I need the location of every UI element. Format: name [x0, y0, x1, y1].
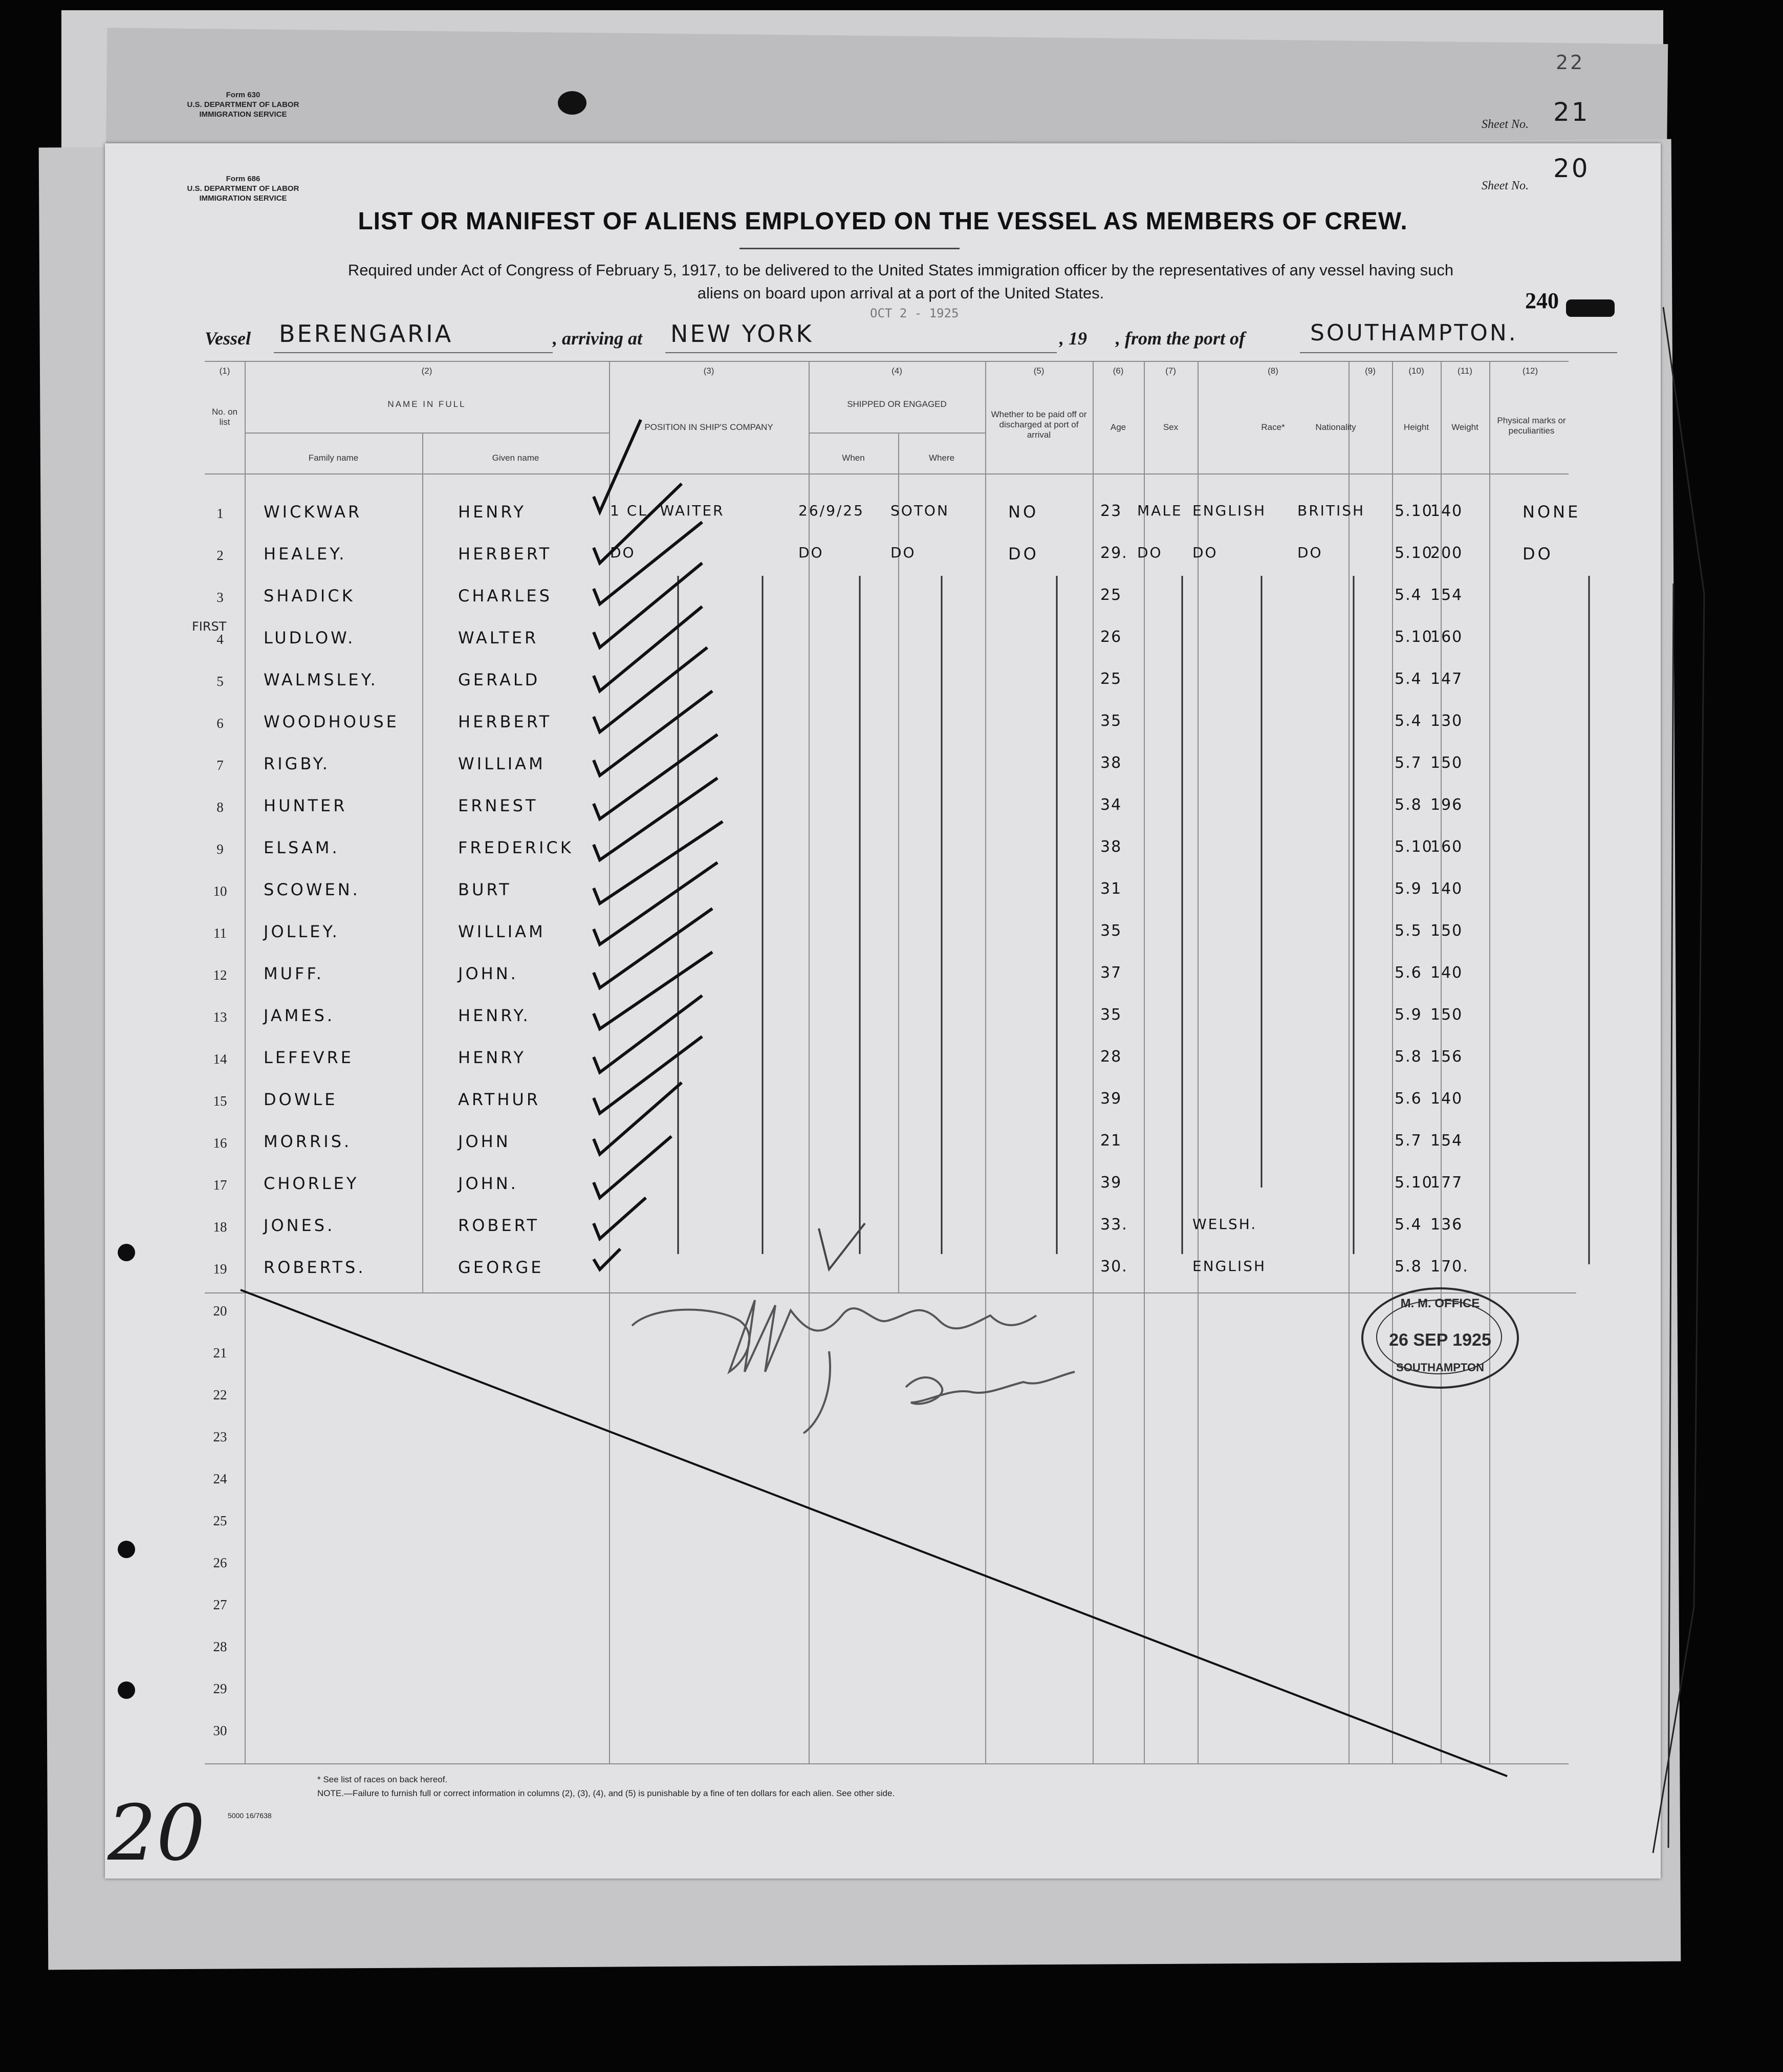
height: 5.8	[1395, 1048, 1422, 1066]
stamp-place: SOUTHAMPTON	[1396, 1361, 1484, 1374]
row-number: 28	[213, 1639, 227, 1654]
col-head-given: Given name	[492, 453, 539, 463]
punch-hole	[118, 1681, 135, 1699]
sheet-number-top: 21	[1553, 97, 1590, 127]
manifest-number: 240	[1525, 288, 1559, 313]
age: 35	[1100, 1006, 1122, 1024]
col-num: (3)	[703, 366, 714, 376]
department-name: U.S. DEPARTMENT OF LABOR	[187, 184, 299, 193]
height: 5.10	[1395, 1174, 1433, 1192]
corner-number: 22	[1556, 51, 1585, 74]
given-name: HENRY	[458, 502, 526, 522]
age: 29.	[1100, 544, 1128, 562]
given-name: HENRY	[458, 1048, 526, 1067]
punch-hole	[118, 1244, 135, 1261]
physical-marks: DO	[1523, 544, 1553, 564]
sex: MALE	[1137, 502, 1183, 519]
family-name: HUNTER	[264, 796, 347, 815]
height: 5.10	[1395, 628, 1433, 646]
family-name: HEALEY.	[264, 544, 347, 564]
row-number: 29	[213, 1681, 227, 1696]
ditto-lines	[678, 576, 1589, 1264]
col-num: (7)	[1165, 366, 1176, 376]
weight: 147	[1430, 670, 1463, 688]
given-name: HERBERT	[458, 712, 552, 731]
row-number: 30	[213, 1723, 227, 1738]
col-num: (2)	[421, 366, 432, 376]
col-num: (5)	[1033, 366, 1045, 376]
col-head-family: Family name	[308, 453, 359, 463]
row-number: 25	[213, 1513, 227, 1528]
age: 26	[1100, 628, 1122, 646]
row-number: 23	[213, 1429, 227, 1444]
col-num: (12)	[1522, 366, 1538, 376]
family-name: RIGBY.	[264, 754, 330, 773]
row-number: 13	[213, 1009, 227, 1025]
document-title: LIST OR MANIFEST OF ALIENS EMPLOYED ON THE VESSEL AS MEMBERS OF CREW.	[358, 208, 1408, 235]
family-name: WALMSLEY.	[264, 670, 378, 689]
height: 5.10	[1395, 544, 1433, 562]
subtitle-line-2: aliens on board upon arrival at a port of the United States.	[697, 284, 1104, 302]
margin-page-edges	[1653, 307, 1704, 1853]
col-head-when: When	[842, 453, 865, 463]
punch-hole	[118, 1541, 135, 1558]
age: 31	[1100, 880, 1122, 898]
row-number: 6	[216, 716, 224, 731]
sheet-label: Sheet No.	[1482, 179, 1529, 192]
row-number: 2	[216, 548, 224, 563]
nationality: BRITISH	[1297, 502, 1365, 519]
row-number: 12	[213, 967, 227, 983]
arriving-label: , arriving at	[553, 328, 643, 349]
family-name: JAMES.	[264, 1006, 335, 1025]
col-head-sex: Sex	[1163, 422, 1179, 432]
family-name: LUDLOW.	[264, 628, 356, 648]
paid-off: NO	[1008, 502, 1039, 522]
height: 5.7	[1395, 754, 1422, 772]
inspector-signature	[632, 1300, 1075, 1433]
race: DO	[1192, 544, 1218, 561]
height: 5.6	[1395, 1090, 1422, 1108]
family-name: LEFEVRE	[264, 1048, 354, 1067]
age: 39	[1100, 1090, 1122, 1108]
weight: 150	[1430, 922, 1463, 940]
from-port-label: , from the port of	[1116, 328, 1246, 349]
age: 39	[1100, 1174, 1122, 1192]
row-number: 14	[213, 1051, 227, 1067]
age: 35	[1100, 712, 1122, 730]
height: 5.4	[1395, 1216, 1422, 1234]
department-name: U.S. DEPARTMENT OF LABOR	[187, 100, 299, 109]
row-number: 22	[213, 1387, 227, 1402]
given-name: FREDERICK	[458, 838, 574, 857]
age: 23	[1100, 502, 1122, 520]
height: 5.7	[1395, 1132, 1422, 1150]
shipped-where: DO	[890, 544, 916, 561]
service-name: IMMIGRATION SERVICE	[199, 110, 287, 119]
row-number: 27	[213, 1597, 227, 1612]
paid-off: DO	[1008, 544, 1039, 564]
weight: 160	[1430, 838, 1463, 856]
given-name: WALTER	[458, 628, 539, 648]
row-number: 4	[216, 632, 224, 647]
row-number: 19	[213, 1261, 227, 1277]
footnote-penalty: NOTE.—Failure to furnish full or correct information in columns (2), (3), (4), and (5) is punishable by a fine of ten dollars for each alien. See other side.	[317, 1788, 895, 1798]
margin-note: FIRST	[192, 619, 227, 634]
family-name: WICKWAR	[264, 502, 362, 522]
form-number: Form 630	[226, 91, 260, 99]
col-num: (10)	[1408, 366, 1424, 376]
row-number: 1	[216, 506, 224, 521]
height: 5.4	[1395, 712, 1422, 730]
row-number: 18	[213, 1219, 227, 1235]
weight: 140	[1430, 502, 1463, 520]
stamp-office: M. M. OFFICE	[1400, 1297, 1480, 1310]
race: WELSH.	[1192, 1216, 1257, 1233]
given-name: JOHN.	[458, 1174, 518, 1193]
family-name: JOLLEY.	[264, 922, 340, 941]
weight: 140	[1430, 880, 1463, 898]
col-head-name: NAME IN FULL	[387, 399, 466, 409]
height: 5.5	[1395, 922, 1422, 940]
shipped-where: SOTON	[890, 502, 949, 519]
year-label: , 19	[1059, 328, 1087, 349]
physical-marks: NONE	[1523, 502, 1581, 522]
family-name: SCOWEN.	[264, 880, 360, 899]
age: 34	[1100, 796, 1122, 814]
col-num: (8)	[1268, 366, 1278, 376]
weight: 177	[1430, 1174, 1463, 1192]
height: 5.4	[1395, 586, 1422, 604]
vessel-label: Vessel	[205, 328, 251, 349]
weight: 196	[1430, 796, 1463, 814]
sheet-label-top: Sheet No.	[1482, 118, 1529, 131]
col-head-marks: Physical marks or peculiarities	[1497, 416, 1566, 436]
row-number: 21	[213, 1345, 227, 1361]
weight: 150	[1430, 1006, 1463, 1024]
check-marks	[594, 420, 723, 1269]
given-name: BURT	[458, 880, 512, 899]
given-name: WILLIAM	[458, 922, 546, 941]
position: 1 CL. WAITER	[610, 502, 725, 519]
family-name: MUFF.	[264, 964, 324, 983]
row-number: 11	[213, 925, 227, 941]
age: 30.	[1100, 1258, 1128, 1276]
given-name: ROBERT	[458, 1216, 540, 1235]
age: 38	[1100, 754, 1122, 772]
arrival-date-stamp: OCT 2 - 1925	[870, 306, 959, 320]
weight: 136	[1430, 1216, 1463, 1234]
given-name: JOHN.	[458, 964, 518, 983]
age: 21	[1100, 1132, 1122, 1150]
height: 5.9	[1395, 1006, 1422, 1024]
given-name: HERBERT	[458, 544, 552, 564]
position: DO	[610, 544, 636, 561]
height: 5.6	[1395, 964, 1422, 982]
race: ENGLISH	[1192, 502, 1267, 519]
print-code: 5000 16/7638	[228, 1811, 272, 1820]
service-name: IMMIGRATION SERVICE	[199, 194, 287, 203]
family-name: DOWLE	[264, 1090, 338, 1109]
family-name: WOODHOUSE	[264, 712, 399, 731]
shipped-when: 26/9/25	[798, 502, 864, 519]
subtitle-line-1: Required under Act of Congress of February 5, 1917, to be delivered to the United States immigration officer by the representatives of any vessel having such	[347, 261, 1454, 279]
row-number: 20	[213, 1303, 227, 1319]
weight: 170.	[1430, 1258, 1469, 1276]
col-head-where: Where	[928, 453, 955, 463]
weight: 154	[1430, 1132, 1463, 1150]
col-head-shipped: SHIPPED OR ENGAGED	[847, 399, 947, 409]
col-head-race: Race*	[1261, 422, 1285, 432]
row-number: 7	[216, 758, 224, 773]
col-num: (11)	[1458, 366, 1472, 376]
col-head-nationality: Nationality	[1315, 422, 1356, 432]
given-name: CHARLES	[458, 586, 552, 606]
row-number: 8	[216, 800, 224, 815]
cancel-line	[241, 1290, 1507, 1776]
age: 33.	[1100, 1216, 1128, 1234]
given-name: GEORGE	[458, 1258, 544, 1277]
given-name: JOHN	[458, 1132, 511, 1151]
family-name: ROBERTS.	[264, 1258, 366, 1277]
weight: 140	[1430, 1090, 1463, 1108]
weight: 150	[1430, 754, 1463, 772]
family-name: CHORLEY	[264, 1174, 359, 1193]
height: 5.10	[1395, 838, 1433, 856]
nationality: DO	[1297, 544, 1323, 561]
row-number: 24	[213, 1471, 227, 1486]
col-head-age: Age	[1110, 422, 1126, 432]
sex: DO	[1137, 544, 1163, 561]
family-name: JONES.	[264, 1216, 335, 1235]
sheet-number: 20	[1553, 154, 1590, 183]
handwritten-page-number: 20	[107, 1789, 205, 1878]
check-mark-small	[819, 1223, 865, 1269]
col-head-height: Height	[1403, 422, 1429, 432]
given-name: GERALD	[458, 670, 540, 689]
col-head-weight: Weight	[1451, 422, 1478, 432]
row-number: 26	[213, 1555, 227, 1570]
vessel-name: BERENGARIA	[279, 320, 453, 348]
stamp-date: 26 SEP 1925	[1389, 1330, 1491, 1350]
shipped-when: DO	[798, 544, 824, 561]
col-num: (9)	[1365, 366, 1376, 376]
given-name: ERNEST	[458, 796, 538, 815]
col-num: (1)	[219, 366, 230, 376]
weight: 200	[1430, 544, 1463, 562]
weight: 130	[1430, 712, 1463, 730]
col-head-no: No. on list	[211, 407, 238, 427]
from-port: SOUTHAMPTON.	[1310, 320, 1518, 346]
family-name: SHADICK	[264, 586, 355, 606]
height: 5.8	[1395, 1258, 1422, 1276]
row-number: 10	[213, 883, 227, 899]
row-number: 15	[213, 1093, 227, 1109]
office-stamp	[1361, 1287, 1519, 1389]
col-head-paid-off: Whether to be paid off or discharged at port of arrival	[991, 409, 1087, 440]
height: 5.8	[1395, 796, 1422, 814]
weight: 140	[1430, 964, 1463, 982]
row-number: 16	[213, 1135, 227, 1151]
col-num: (4)	[892, 366, 902, 376]
height: 5.9	[1395, 880, 1422, 898]
col-num: (6)	[1113, 366, 1124, 376]
footnote-races: * See list of races on back hereof.	[317, 1775, 448, 1784]
form-number: Form 686	[226, 175, 260, 183]
height: 5.4	[1395, 670, 1422, 688]
weight: 156	[1430, 1048, 1463, 1066]
row-number: 3	[216, 590, 224, 605]
age: 28	[1100, 1048, 1122, 1066]
race: ENGLISH	[1192, 1258, 1267, 1275]
row-number: 5	[216, 674, 224, 689]
weight: 160	[1430, 628, 1463, 646]
weight: 154	[1430, 586, 1463, 604]
arriving-port: NEW YORK	[670, 320, 814, 348]
row-number: 9	[216, 841, 224, 857]
age: 38	[1100, 838, 1122, 856]
row-number: 17	[213, 1177, 227, 1193]
given-name: ARTHUR	[458, 1090, 541, 1109]
col-head-position: POSITION IN SHIP'S COMPANY	[644, 422, 773, 432]
family-name: ELSAM.	[264, 838, 340, 857]
age: 35	[1100, 922, 1122, 940]
age: 37	[1100, 964, 1122, 982]
age: 25	[1100, 586, 1122, 604]
age: 25	[1100, 670, 1122, 688]
family-name: MORRIS.	[264, 1132, 352, 1151]
given-name: HENRY.	[458, 1006, 531, 1025]
given-name: WILLIAM	[458, 754, 546, 773]
height: 5.10	[1395, 502, 1433, 520]
